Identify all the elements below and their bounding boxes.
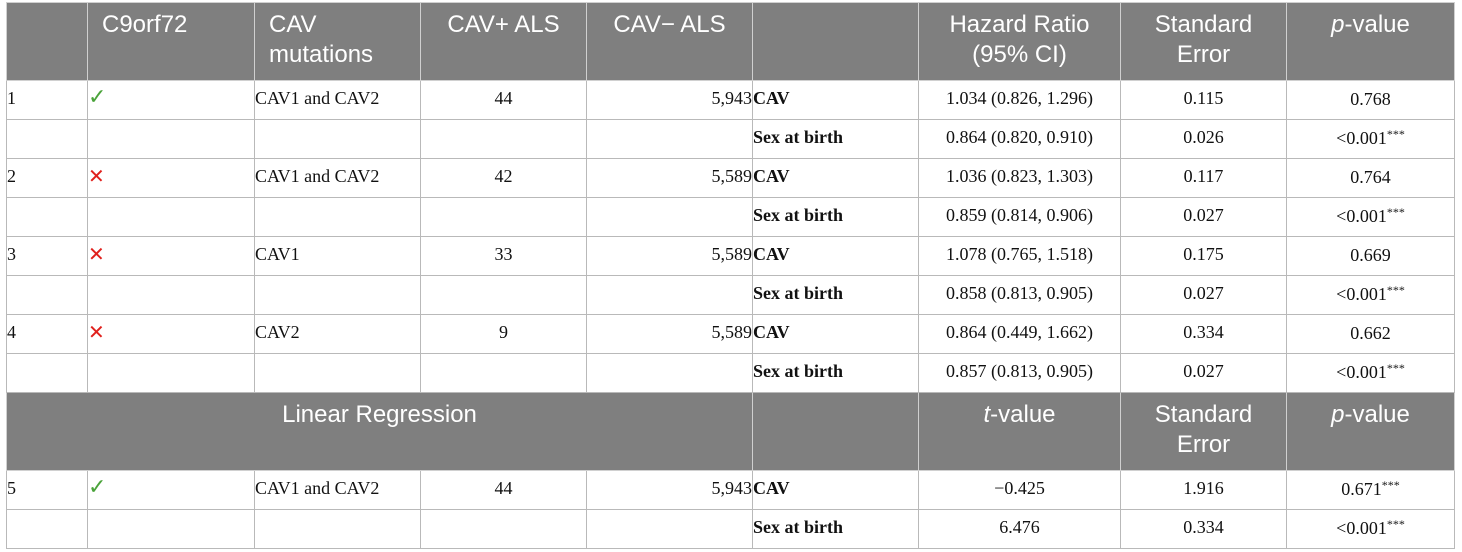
p-value-cell: [1287, 159, 1455, 198]
empty-cell: [421, 354, 587, 393]
table-row: [7, 198, 1455, 237]
p-value-text: 0.764: [1350, 167, 1391, 187]
p-value-text: <0.001: [1336, 362, 1387, 382]
significance-stars: ***: [1386, 127, 1405, 141]
p-value-text: 0.669: [1350, 245, 1391, 265]
linear-header-p-value: p-value: [1287, 393, 1455, 471]
c9orf72-status: [88, 81, 255, 120]
variable-name: Sex at birth: [753, 120, 919, 159]
p-value-cell: [1287, 354, 1455, 393]
cross-icon: ✕: [88, 320, 105, 344]
p-value-text: 0.671: [1341, 479, 1382, 499]
linear-header-variable: [753, 393, 919, 471]
header-p-value: p-value: [1287, 3, 1455, 81]
hazard-ratio-cell: 0.864 (0.820, 0.910): [919, 120, 1121, 159]
cav-mutations-cell: CAV2: [255, 315, 421, 354]
header-standard-error: Standard Error: [1121, 3, 1287, 81]
table-row: [7, 510, 1455, 549]
cav-positive-count: 33: [421, 237, 587, 276]
hazard-ratio-cell: 1.034 (0.826, 1.296): [919, 81, 1121, 120]
significance-stars: ***: [1386, 517, 1405, 531]
standard-error-cell: 1.916: [1121, 471, 1287, 510]
table-row: [7, 315, 1455, 354]
standard-error-cell: 0.334: [1121, 315, 1287, 354]
standard-error-cell: 0.117: [1121, 159, 1287, 198]
t-value-cell: −0.425: [919, 471, 1121, 510]
p-value-text: <0.001: [1336, 206, 1387, 226]
table-row: [7, 354, 1455, 393]
empty-cell: [421, 198, 587, 237]
hazard-ratio-cell: 0.857 (0.813, 0.905): [919, 354, 1121, 393]
empty-cell: [255, 510, 421, 549]
hazard-ratio-cell: 0.859 (0.814, 0.906): [919, 198, 1121, 237]
standard-error-cell: 0.334: [1121, 510, 1287, 549]
p-value-text: 0.662: [1350, 323, 1391, 343]
p-value-text: 0.768: [1350, 89, 1391, 109]
p-value-cell: [1287, 120, 1455, 159]
model-index: 5: [7, 471, 88, 510]
cav-negative-count: 5,589: [587, 315, 753, 354]
p-value-text: <0.001: [1336, 518, 1387, 538]
header-cav-mutations: CAV mutations: [255, 3, 421, 81]
empty-cell: [421, 276, 587, 315]
empty-cell: [88, 120, 255, 159]
linear-header-row: [7, 393, 1455, 471]
check-icon: ✓: [88, 85, 107, 110]
empty-cell: [88, 354, 255, 393]
model-index: 4: [7, 315, 88, 354]
empty-cell: [7, 354, 88, 393]
c9orf72-status: [88, 315, 255, 354]
variable-name: CAV: [753, 315, 919, 354]
table-row: [7, 276, 1455, 315]
header-variable: [753, 3, 919, 81]
standard-error-cell: 0.115: [1121, 81, 1287, 120]
cav-mutations-cell: CAV1 and CAV2: [255, 159, 421, 198]
c9orf72-status: [88, 471, 255, 510]
empty-cell: [587, 510, 753, 549]
model-index: 2: [7, 159, 88, 198]
p-value-cell: [1287, 81, 1455, 120]
standard-error-cell: 0.175: [1121, 237, 1287, 276]
empty-cell: [587, 354, 753, 393]
standard-error-cell: 0.027: [1121, 354, 1287, 393]
model-index: 1: [7, 81, 88, 120]
table-row: [7, 237, 1455, 276]
significance-stars: ***: [1386, 361, 1405, 375]
cav-positive-count: 44: [421, 81, 587, 120]
results-table: [6, 2, 1455, 549]
p-value-cell: [1287, 510, 1455, 549]
c9orf72-status: [88, 159, 255, 198]
variable-name: Sex at birth: [753, 198, 919, 237]
empty-cell: [587, 120, 753, 159]
cav-positive-count: 42: [421, 159, 587, 198]
header-hazard-ratio: Hazard Ratio (95% CI): [919, 3, 1121, 81]
p-value-cell: [1287, 315, 1455, 354]
cav-negative-count: 5,589: [587, 159, 753, 198]
p-value-cell: [1287, 198, 1455, 237]
variable-name: CAV: [753, 81, 919, 120]
p-value-text: <0.001: [1336, 284, 1387, 304]
model-index: 3: [7, 237, 88, 276]
empty-cell: [88, 198, 255, 237]
table-row: [7, 120, 1455, 159]
cav-negative-count: 5,943: [587, 471, 753, 510]
p-value-cell: [1287, 237, 1455, 276]
linear-regression-title: Linear Regression: [7, 393, 753, 471]
standard-error-cell: 0.027: [1121, 198, 1287, 237]
empty-cell: [88, 510, 255, 549]
hazard-ratio-cell: 0.864 (0.449, 1.662): [919, 315, 1121, 354]
linear-header-t-value: t-value: [919, 393, 1121, 471]
hazard-ratio-cell: 1.036 (0.823, 1.303): [919, 159, 1121, 198]
significance-stars: ***: [1386, 205, 1405, 219]
hazard-ratio-cell: 1.078 (0.765, 1.518): [919, 237, 1121, 276]
variable-name: Sex at birth: [753, 354, 919, 393]
header-c9orf72: C9orf72: [88, 3, 255, 81]
variable-name: CAV: [753, 237, 919, 276]
header-cav-positive: CAV+ ALS: [421, 3, 587, 81]
p-value-text: <0.001: [1336, 128, 1387, 148]
empty-cell: [255, 120, 421, 159]
empty-cell: [421, 120, 587, 159]
cav-negative-count: 5,589: [587, 237, 753, 276]
empty-cell: [587, 198, 753, 237]
cav-mutations-cell: CAV1 and CAV2: [255, 81, 421, 120]
empty-cell: [7, 510, 88, 549]
cav-negative-count: 5,943: [587, 81, 753, 120]
table-row: [7, 159, 1455, 198]
empty-cell: [7, 198, 88, 237]
table-row: [7, 471, 1455, 510]
cav-mutations-cell: CAV1: [255, 237, 421, 276]
cav-mutations-cell: CAV1 and CAV2: [255, 471, 421, 510]
c9orf72-status: [88, 237, 255, 276]
empty-cell: [421, 510, 587, 549]
variable-name: Sex at birth: [753, 510, 919, 549]
check-icon: ✓: [88, 475, 107, 500]
table-row: [7, 81, 1455, 120]
variable-name: CAV: [753, 159, 919, 198]
header-empty: [7, 3, 88, 81]
standard-error-cell: 0.027: [1121, 276, 1287, 315]
empty-cell: [587, 276, 753, 315]
linear-header-standard-error: Standard Error: [1121, 393, 1287, 471]
cav-positive-count: 44: [421, 471, 587, 510]
header-cav-negative: CAV− ALS: [587, 3, 753, 81]
standard-error-cell: 0.026: [1121, 120, 1287, 159]
cross-icon: ✕: [88, 164, 105, 188]
empty-cell: [7, 120, 88, 159]
empty-cell: [7, 276, 88, 315]
hazard-ratio-cell: 0.858 (0.813, 0.905): [919, 276, 1121, 315]
variable-name: Sex at birth: [753, 276, 919, 315]
variable-name: CAV: [753, 471, 919, 510]
t-value-cell: 6.476: [919, 510, 1121, 549]
empty-cell: [255, 198, 421, 237]
p-value-cell: [1287, 276, 1455, 315]
cav-positive-count: 9: [421, 315, 587, 354]
significance-stars: ***: [1386, 283, 1405, 297]
empty-cell: [255, 276, 421, 315]
cox-header-row: [7, 3, 1455, 81]
significance-stars: ***: [1381, 478, 1400, 492]
cross-icon: ✕: [88, 242, 105, 266]
empty-cell: [88, 276, 255, 315]
empty-cell: [255, 354, 421, 393]
p-value-cell: [1287, 471, 1455, 510]
